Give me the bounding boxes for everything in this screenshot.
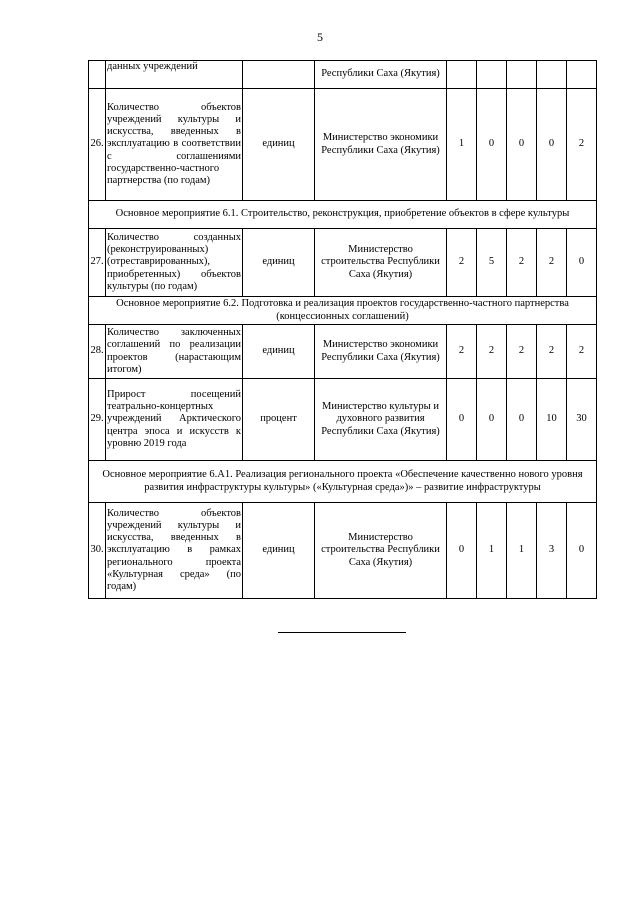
value-cell: 2 <box>537 229 567 297</box>
section-row <box>89 297 597 325</box>
table-row <box>89 325 597 379</box>
value-cell: 2 <box>507 325 537 379</box>
value-cell: 0 <box>477 379 507 461</box>
value-cell: 10 <box>537 379 567 461</box>
table-row <box>89 503 597 599</box>
section-heading: Основное мероприятие 6.2. Подготовка и реализация проектов государственно-частного партнерства (концессионных соглашений) <box>89 297 597 325</box>
section-heading: Основное мероприятие 6.А1. Реализация регионального проекта «Обеспечение качественно нового уровня развития инфраструктуры культуры» («Культурная среда»)» – развитие инфраструктуры <box>89 461 597 503</box>
value-cell: 2 <box>447 325 477 379</box>
unit-cell: процент <box>243 379 315 461</box>
value-cell <box>477 61 507 89</box>
table-row <box>89 89 597 201</box>
value-cell: 0 <box>567 503 597 599</box>
value-cell: 5 <box>477 229 507 297</box>
unit-cell: единиц <box>243 229 315 297</box>
section-row <box>89 201 597 229</box>
table-row <box>89 379 597 461</box>
row-number: 29. <box>89 379 106 461</box>
indicator-name: Количество заключенных соглашений по реализации проектов (нарастающим итогом) <box>106 325 243 379</box>
value-cell: 0 <box>537 89 567 201</box>
value-cell: 30 <box>567 379 597 461</box>
indicator-name: данных учреждений <box>106 61 243 89</box>
value-cell: 0 <box>447 379 477 461</box>
value-cell: 2 <box>477 325 507 379</box>
row-number <box>89 61 106 89</box>
indicator-name: Количество объектов учреждений культуры и искусства, введенных в эксплуатацию в соответствии с соглашениями государственно-частного партнерства (по годам) <box>106 89 243 201</box>
value-cell <box>537 61 567 89</box>
indicator-name: Количество объектов учреждений культуры и искусства, введенных в эксплуатацию в рамках регионального проекта «Культурная среда» (по годам) <box>106 503 243 599</box>
indicator-name: Прирост посещений театрально-концертных учреждений Арктического центра эпоса и искусств к уровню 2019 года <box>106 379 243 461</box>
row-number: 28. <box>89 325 106 379</box>
unit-cell <box>243 61 315 89</box>
value-cell <box>567 61 597 89</box>
section-heading: Основное мероприятие 6.1. Строительство, реконструкция, приобретение объектов в сфере культуры <box>89 201 597 229</box>
unit-cell: единиц <box>243 503 315 599</box>
section-row <box>89 461 597 503</box>
table-row <box>89 229 597 297</box>
indicator-name: Количество созданных (реконструированных) (отреставрированных), приобретенных) объектов культуры (по годам) <box>106 229 243 297</box>
table-row-continuation <box>89 61 597 89</box>
executor-cell: Министерство строительства Республики Саха (Якутия) <box>315 229 447 297</box>
value-cell: 1 <box>507 503 537 599</box>
value-cell: 0 <box>447 503 477 599</box>
value-cell: 3 <box>537 503 567 599</box>
row-number: 26. <box>89 89 106 201</box>
value-cell <box>507 61 537 89</box>
row-number: 27. <box>89 229 106 297</box>
value-cell: 2 <box>567 89 597 201</box>
closing-rule <box>278 632 406 633</box>
value-cell: 1 <box>447 89 477 201</box>
unit-cell: единиц <box>243 325 315 379</box>
unit-cell: единиц <box>243 89 315 201</box>
executor-cell: Министерство культуры и духовного развития Республики Саха (Якутия) <box>315 379 447 461</box>
executor-cell: Министерство экономики Республики Саха (Якутия) <box>315 89 447 201</box>
value-cell: 2 <box>507 229 537 297</box>
value-cell: 1 <box>477 503 507 599</box>
value-cell <box>447 61 477 89</box>
value-cell: 2 <box>447 229 477 297</box>
value-cell: 0 <box>567 229 597 297</box>
value-cell: 2 <box>567 325 597 379</box>
executor-cell: Министерство строительства Республики Саха (Якутия) <box>315 503 447 599</box>
indicators-table <box>88 60 597 599</box>
executor-cell: Республики Саха (Якутия) <box>315 61 447 89</box>
page-number: 5 <box>317 30 323 44</box>
value-cell: 0 <box>477 89 507 201</box>
value-cell: 0 <box>507 89 537 201</box>
value-cell: 0 <box>507 379 537 461</box>
row-number: 30. <box>89 503 106 599</box>
executor-cell: Министерство экономики Республики Саха (Якутия) <box>315 325 447 379</box>
value-cell: 2 <box>537 325 567 379</box>
